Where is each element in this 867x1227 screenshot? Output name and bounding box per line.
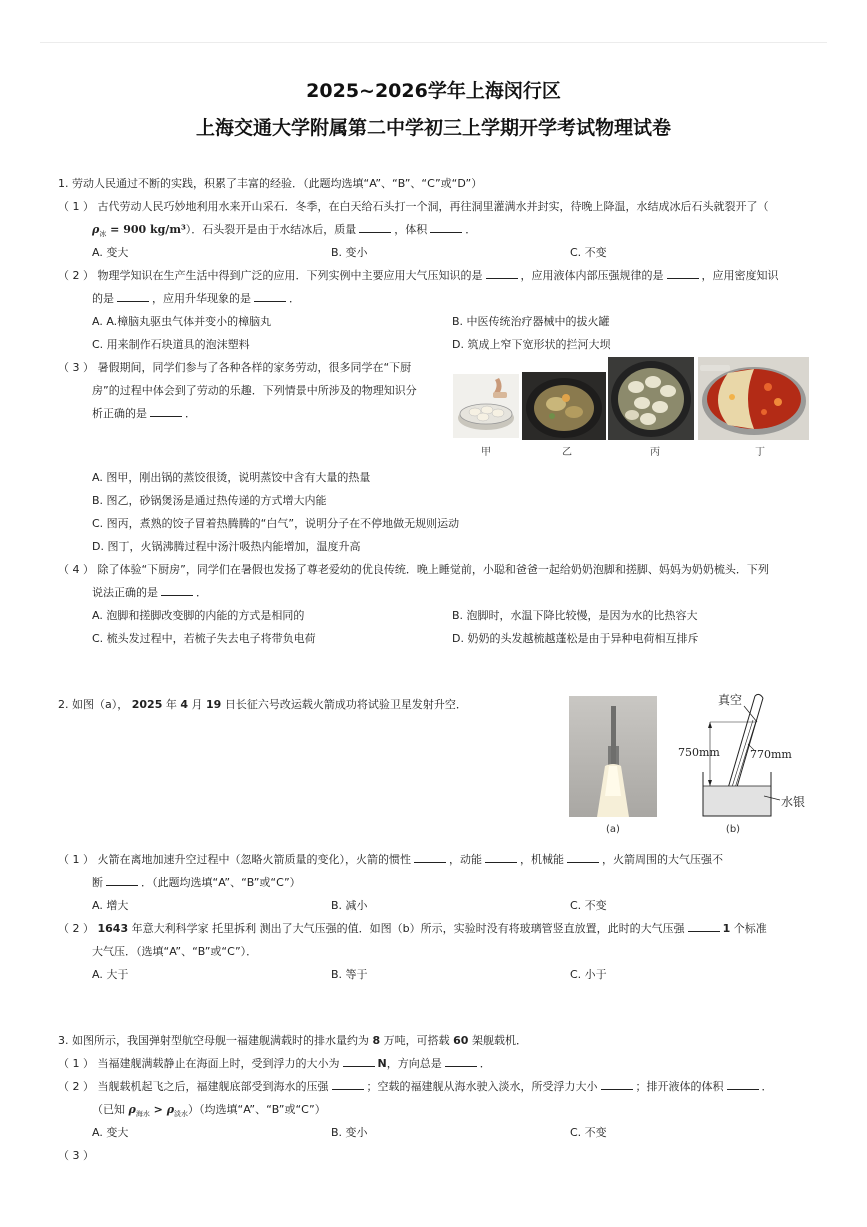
caption-a: (a) xyxy=(606,824,620,835)
answer-blank[interactable] xyxy=(567,852,599,863)
option-b[interactable]: B. 减小 xyxy=(331,899,368,912)
option-a[interactable]: A. 增大 xyxy=(92,899,129,912)
answer-blank[interactable] xyxy=(359,222,391,233)
q1-p3-line2: 房”的过程中体会到了劳动的乐趣．下列情景中所涉及的物理知识分 xyxy=(92,384,417,397)
option-c[interactable]: C. 不变 xyxy=(570,1126,607,1139)
q1-p3-line3: 析正确的是 ． xyxy=(92,407,196,420)
photo-claypot-soup xyxy=(522,372,606,440)
q2-p2-line2: 大气压．（选填“A”、“B”或“C”）． xyxy=(92,945,258,958)
q1-p1-line2: $\rho_冰 = 900$ kg/m³）．石头裂开是由于水结冰后，质量 ，体积 ． xyxy=(92,223,477,239)
answer-blank[interactable] xyxy=(667,268,699,279)
q3-p2-line1: （ 2 ） 当舰载机起飞之后，福建舰底部受到海水的压强 ；空载的福建舰从海水驶入淡水，所受浮力大小 ；排开液体的体积 ． xyxy=(58,1080,773,1093)
answer-blank[interactable] xyxy=(601,1079,633,1090)
answer-blank[interactable] xyxy=(485,852,517,863)
label-770mm: 770mm xyxy=(750,748,792,761)
caption-bing: 丙 xyxy=(650,447,660,458)
option-a[interactable]: A. 大于 xyxy=(92,968,129,981)
caption-ding: 丁 xyxy=(755,447,765,458)
top-divider xyxy=(40,42,827,43)
answer-blank[interactable] xyxy=(117,291,149,302)
option-c[interactable]: C. 用来制作石块道具的泡沫塑料 xyxy=(92,338,250,351)
hotpot-icon xyxy=(698,357,809,440)
photo-boiled-dumplings xyxy=(608,357,694,440)
q3-stem: 3. 如图所示，我国弹射型航空母舰一福建舰满载时的排水量约为 8 万吨，可搭载 60 架舰载机． xyxy=(58,1034,527,1047)
answer-blank[interactable] xyxy=(430,222,462,233)
option-d[interactable]: D. 奶奶的头发越梳越蓬松是由于异种电荷相互排斥 xyxy=(452,632,699,645)
q2-p2-line1: （ 2 ） 1643 年意大利科学家 托里拆利 测出了大气压强的值．如图（b）所示，实验时没有将玻璃管竖直放置，此时的大气压强 1 个标准 xyxy=(58,922,767,935)
q3-p3-label: （ 3 ） xyxy=(58,1149,94,1162)
torricelli-diagram xyxy=(674,690,824,820)
option-b[interactable]: B. 变小 xyxy=(331,246,368,259)
label-750mm: 750mm xyxy=(678,746,720,759)
label-mercury: 水银 xyxy=(781,795,806,809)
photo-hotpot xyxy=(698,357,809,440)
q1-p2-line1: （ 2 ） 物理学知识在生产生活中得到广泛的应用．下列实例中主要应用大气压知识的是 ，应用液体内部压强规律的是 ，应用密度知识 xyxy=(58,269,779,282)
answer-blank[interactable] xyxy=(688,921,720,932)
answer-blank[interactable] xyxy=(106,875,138,886)
option-d[interactable]: D. 图丁，火锅沸腾过程中汤汁吸热内能增加，温度升高 xyxy=(92,540,361,553)
option-b[interactable]: B. 图乙，砂锅煲汤是通过热传递的方式增大内能 xyxy=(92,494,327,507)
q3-p1-line1: （ 1 ） 当福建舰满载静止在海面上时，受到浮力的大小为 N，方向总是 ． xyxy=(58,1057,491,1070)
option-c[interactable]: C. 小于 xyxy=(570,968,607,981)
option-c[interactable]: C. 图丙，煮熟的饺子冒着热腾腾的“白气”，说明分子在不停地做无规则运动 xyxy=(92,517,460,530)
photo-steamed-dumplings xyxy=(453,374,519,438)
rho-subscript: 冰 xyxy=(99,230,107,239)
answer-blank[interactable] xyxy=(332,1079,364,1090)
caption-yi: 乙 xyxy=(562,447,572,458)
answer-blank[interactable] xyxy=(150,406,182,417)
answer-blank[interactable] xyxy=(161,585,193,596)
option-a[interactable]: A. A.樟脑丸驱虫气体并变小的樟脑丸 xyxy=(92,315,272,328)
option-a[interactable]: A. 变大 xyxy=(92,246,129,259)
claypot-icon xyxy=(522,372,606,440)
option-a[interactable]: A. 变大 xyxy=(92,1126,129,1139)
option-b[interactable]: B. 泡脚时，水温下降比较慢，是因为水的比热容大 xyxy=(452,609,698,622)
answer-blank[interactable] xyxy=(414,852,446,863)
pot-of-dumplings-icon xyxy=(608,357,694,440)
option-b[interactable]: B. 中医传统治疗器械中的拔火罐 xyxy=(452,315,610,328)
photo-rocket-launch xyxy=(569,696,657,817)
q1-p4-line1: （ 4 ） 除了体验“下厨房”，同学们在暑假也发扬了尊老爱幼的优良传统．晚上睡觉前，小聪和爸爸一起给奶奶泡脚和搓脚、妈妈为奶奶梳头．下列 xyxy=(58,563,769,576)
answer-blank[interactable] xyxy=(486,268,518,279)
rho-symbol: ρ xyxy=(92,223,100,236)
option-b[interactable]: B. 变小 xyxy=(331,1126,368,1139)
label-vacuum: 真空 xyxy=(718,693,743,707)
answer-blank[interactable] xyxy=(343,1056,375,1067)
option-d[interactable]: D. 筑成上窄下宽形状的拦河大坝 xyxy=(452,338,611,351)
caption-b: (b) xyxy=(725,824,741,835)
answer-blank[interactable] xyxy=(727,1079,759,1090)
steamer-basket-icon xyxy=(453,374,519,438)
q2-p1-line1: （ 1 ） 火箭在离地加速升空过程中（忽略火箭质量的变化），火箭的惯性 ，动能 ，机械能 ，火箭周围的大气压强不 xyxy=(58,853,723,866)
q1-p3-line1: （ 3 ） 暑假期间，同学们参与了各种各样的家务劳动，很多同学在“下厨 xyxy=(58,361,412,374)
caption-jia: 甲 xyxy=(481,447,491,458)
answer-blank[interactable] xyxy=(254,291,286,302)
q1-p1-line1: （ 1 ） 古代劳动人民巧妙地利用水来开山采石．冬季，在白天给石头打一个洞，再往洞里灌满水并封实，待晚上降温，水结成冰后石头就裂开了（ xyxy=(58,200,769,213)
q2-stem: 2. 如图（a）， 2025 年 4 月 19 日长征六号改运载火箭成功将试验卫星发射升空． xyxy=(58,698,467,711)
exam-title-line1: 2025~2026学年上海闵行区 xyxy=(306,80,561,102)
option-c[interactable]: C. 梳头发过程中，若梳子失去电子将带负电荷 xyxy=(92,632,316,645)
option-c[interactable]: C. 不变 xyxy=(570,899,607,912)
ice-density: = 900 kg/m³ xyxy=(106,223,186,236)
q3-p2-line2: （已知 $\rho_{海水} > \rho_{淡水}$）（均选填“A”、“B”或“C”） xyxy=(92,1103,326,1119)
q1-p2-line2: 的是 ，应用升华现象的是 ． xyxy=(92,292,300,305)
option-a[interactable]: A. 图甲，刚出锅的蒸饺很烫，说明蒸饺中含有大量的热量 xyxy=(92,471,371,484)
option-b[interactable]: B. 等于 xyxy=(331,968,368,981)
answer-blank[interactable] xyxy=(445,1056,477,1067)
q1-p4-line2: 说法正确的是 ． xyxy=(92,586,207,599)
rocket-icon xyxy=(569,696,657,817)
q1-stem: 1. 劳动人民通过不断的实践，积累了丰富的经验．（此题均选填“A”、“B”、“C”或“D”） xyxy=(58,177,483,190)
option-c[interactable]: C. 不变 xyxy=(570,246,607,259)
option-a[interactable]: A. 泡脚和搓脚改变脚的内能的方式是相同的 xyxy=(92,609,305,622)
exam-title-line2: 上海交通大学附属第二中学初三上学期开学考试物理试卷 xyxy=(195,117,671,139)
q2-p1-line2: 断 ．（此题均选填“A”、“B”或“C”） xyxy=(92,876,301,889)
